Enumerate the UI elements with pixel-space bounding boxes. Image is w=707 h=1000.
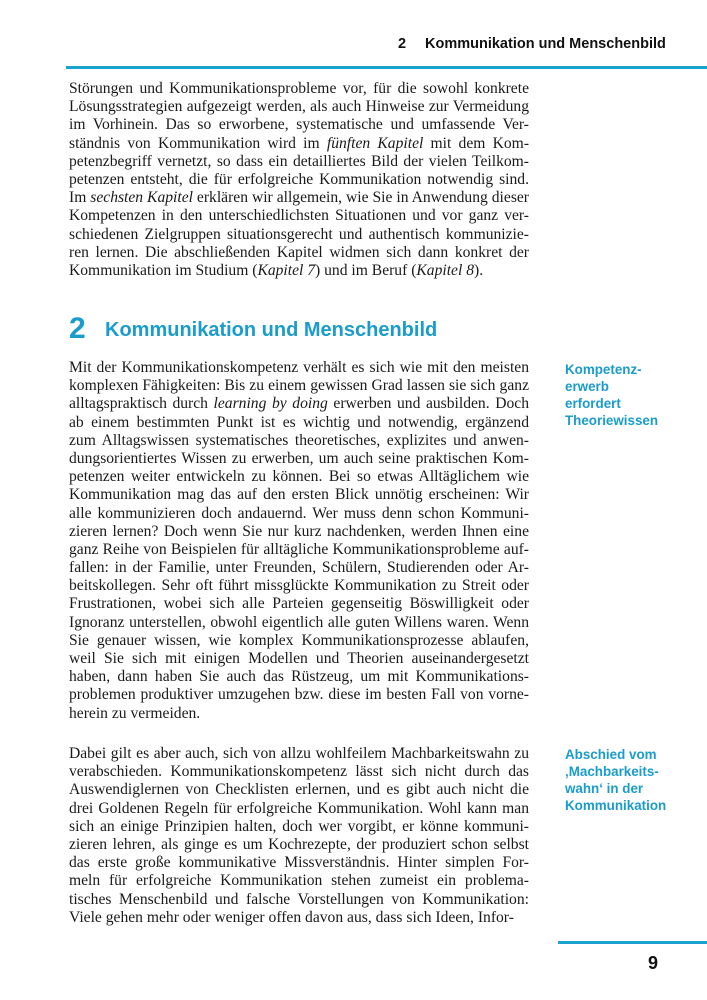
text-line: petenzen weiter entwickeln zu können. Bei so etwas Alltäglichem wie	[69, 468, 529, 486]
text-line: zum Alltagswissen systematisches theoretisches, explizites und anwen-	[69, 431, 529, 449]
margin-note-line: erwerb	[565, 379, 609, 394]
text-line: Kommunikation im Studium (Kapitel 7) und im Beruf (Kapitel 8).	[69, 261, 484, 279]
text-line: sich an einige Prinzipien halten, doch wer vorgibt, er könne kommuni-	[69, 817, 529, 835]
margin-note-line: Theoriewissen	[565, 413, 659, 428]
text-line: Kommunikation mag das auf den ersten Blick unnötig erscheinen: Wir	[69, 486, 529, 504]
text-line: das erste große kommunikative Missverständnis. Hinter simplen For-	[69, 854, 529, 872]
text-line: Mit der Kommunikationskompetenz verhält es sich wie mit den meisten	[69, 359, 529, 376]
text-line: ständnis von Kommunikation wird im fünften Kapitel mit dem Kom-	[69, 134, 530, 152]
text-line: Sie genauer wissen, wie komplex Kommunikationsprozesse ablaufen,	[69, 631, 529, 649]
text-line: zieren lernen? Doch wenn Sie nur kurz nachdenken, werden Ihnen eine	[69, 522, 529, 540]
text-line: Viele gehen mehr oder weniger offen davon aus, dass sich Ideen, Infor-	[69, 908, 514, 926]
margin-note-line: Kompetenz-	[565, 362, 642, 377]
text-line: alltagspraktisch durch learning by doing erwerben und ausbilden. Doch	[69, 395, 529, 413]
text-line: meln für erfolgreiche Kommunikation stehen zumeist ein problema-	[69, 872, 529, 890]
text-line: fallen: in der Familie, unter Freunden, Schülern, Studierenden oder Ar-	[69, 559, 529, 577]
intro-paragraph	[69, 80, 529, 280]
running-header	[0, 0, 707, 70]
text-line: verabschieden. Kommunikationskompetenz lässt sich nicht durch das	[69, 763, 529, 781]
body-paragraph-1	[69, 359, 529, 723]
text-line: beitskollegen. Sehr oft führt missglückte Kommunikation zu Streit oder	[69, 577, 529, 595]
text-line: weil Sie sich mit einigen Modellen und Theorien auseinandergesetzt	[69, 650, 529, 667]
header-chapter-number: 2	[398, 36, 407, 52]
text-line: im Vorhinein. Das so erworbene, systematische und umfassende Ver-	[69, 116, 529, 134]
margin-note-theory	[565, 361, 700, 429]
text-line: Lösungsstrategien aufgezeigt werden, als auch Hinweise zur Vermeidung	[69, 98, 529, 116]
margin-note-line: wahn‘ in der	[565, 781, 644, 796]
text-line: schiedenen Zielgruppen situationsgerecht und authentisch kommunizie-	[69, 225, 529, 243]
margin-note-line: erfordert	[565, 396, 621, 411]
text-line: Im sechsten Kapitel erklären wir allgemein, wie Sie in Anwendung dieser	[69, 189, 529, 207]
text-line: petenzen entsteht, die für erfolgreiche Kommunikation notwendig sind.	[69, 170, 529, 188]
margin-note-feasibility	[565, 746, 700, 814]
text-line: alle kommunizieren doch andauernd. Wer muss denn schon Kommuni-	[69, 504, 529, 522]
text-line: Dabei gilt es aber auch, sich von allzu wohlfeilem Machbarkeitswahn zu	[69, 745, 529, 762]
text-line: ren lernen. Die abschließenden Kapitel widmen sich dann konkret der	[69, 243, 529, 261]
page-number: 9	[648, 953, 659, 973]
text-line: Kompetenzen in den unterschiedlichsten Situationen und vor ganz ver-	[69, 207, 529, 225]
text-line: ab einem bestimmten Punkt ist es wichtig und notwendig, ergänzend	[69, 413, 529, 431]
text-line: Auswendiglernen von Checklisten erlernen, und es gibt auch nicht die	[69, 781, 529, 799]
text-line: Ignoranz unterstellen, obwohl eigentlich alle guten Willens waren. Wenn	[69, 613, 529, 631]
margin-note-line: Kommunikation	[565, 798, 667, 813]
section-number: 2	[69, 312, 86, 345]
text-line: Frustrationen, wobei sich alle Parteien gegenseitig Böswilligkeit oder	[69, 595, 529, 613]
margin-note-line: ‚Machbarkeits-	[565, 764, 659, 779]
footer-rule	[558, 941, 707, 944]
text-line: ganz Reihe von Beispielen für alltägliche Kommunikationsprobleme auf-	[69, 540, 529, 558]
text-line: tisches Menschenbild und falsche Vorstellungen von Kommunikation:	[69, 890, 529, 908]
text-line: problemen produktiver umzugehen bzw. diese im besten Fall von vorne-	[69, 686, 529, 704]
header-chapter-title: Kommunikation und Menschenbild	[425, 36, 666, 52]
text-line: drei Goldenen Regeln für erfolgreiche Kommunikation. Wohl kann man	[69, 799, 529, 817]
text-line: herein zu vermeiden.	[69, 704, 201, 722]
text-line: komplexen Fähigkeiten: Bis zu einem gewissen Grad lassen sie sich ganz	[69, 377, 529, 395]
section-title: Kommunikation und Menschenbild	[105, 319, 438, 341]
body-paragraph-2	[69, 745, 529, 927]
margin-note-line: Abschied vom	[565, 747, 657, 762]
header-rule	[66, 66, 707, 69]
text-line: dungsorientiertes Wissen zu erwerben, um auch seine praktischen Kom-	[69, 449, 529, 467]
text-line: Störungen und Kommunikationsprobleme vor, für die sowohl konkrete	[69, 80, 529, 97]
text-line: zieren lehren, als ginge es um Kochrezepte, der produziert schon selbst	[69, 835, 529, 853]
text-line: haben, dann haben Sie auch das Rüstzeug, um mit Kommunikations-	[69, 668, 529, 686]
text-line: petenzbegriff vernetzt, so dass ein detailliertes Bild der vielen Teilkom-	[69, 152, 529, 170]
